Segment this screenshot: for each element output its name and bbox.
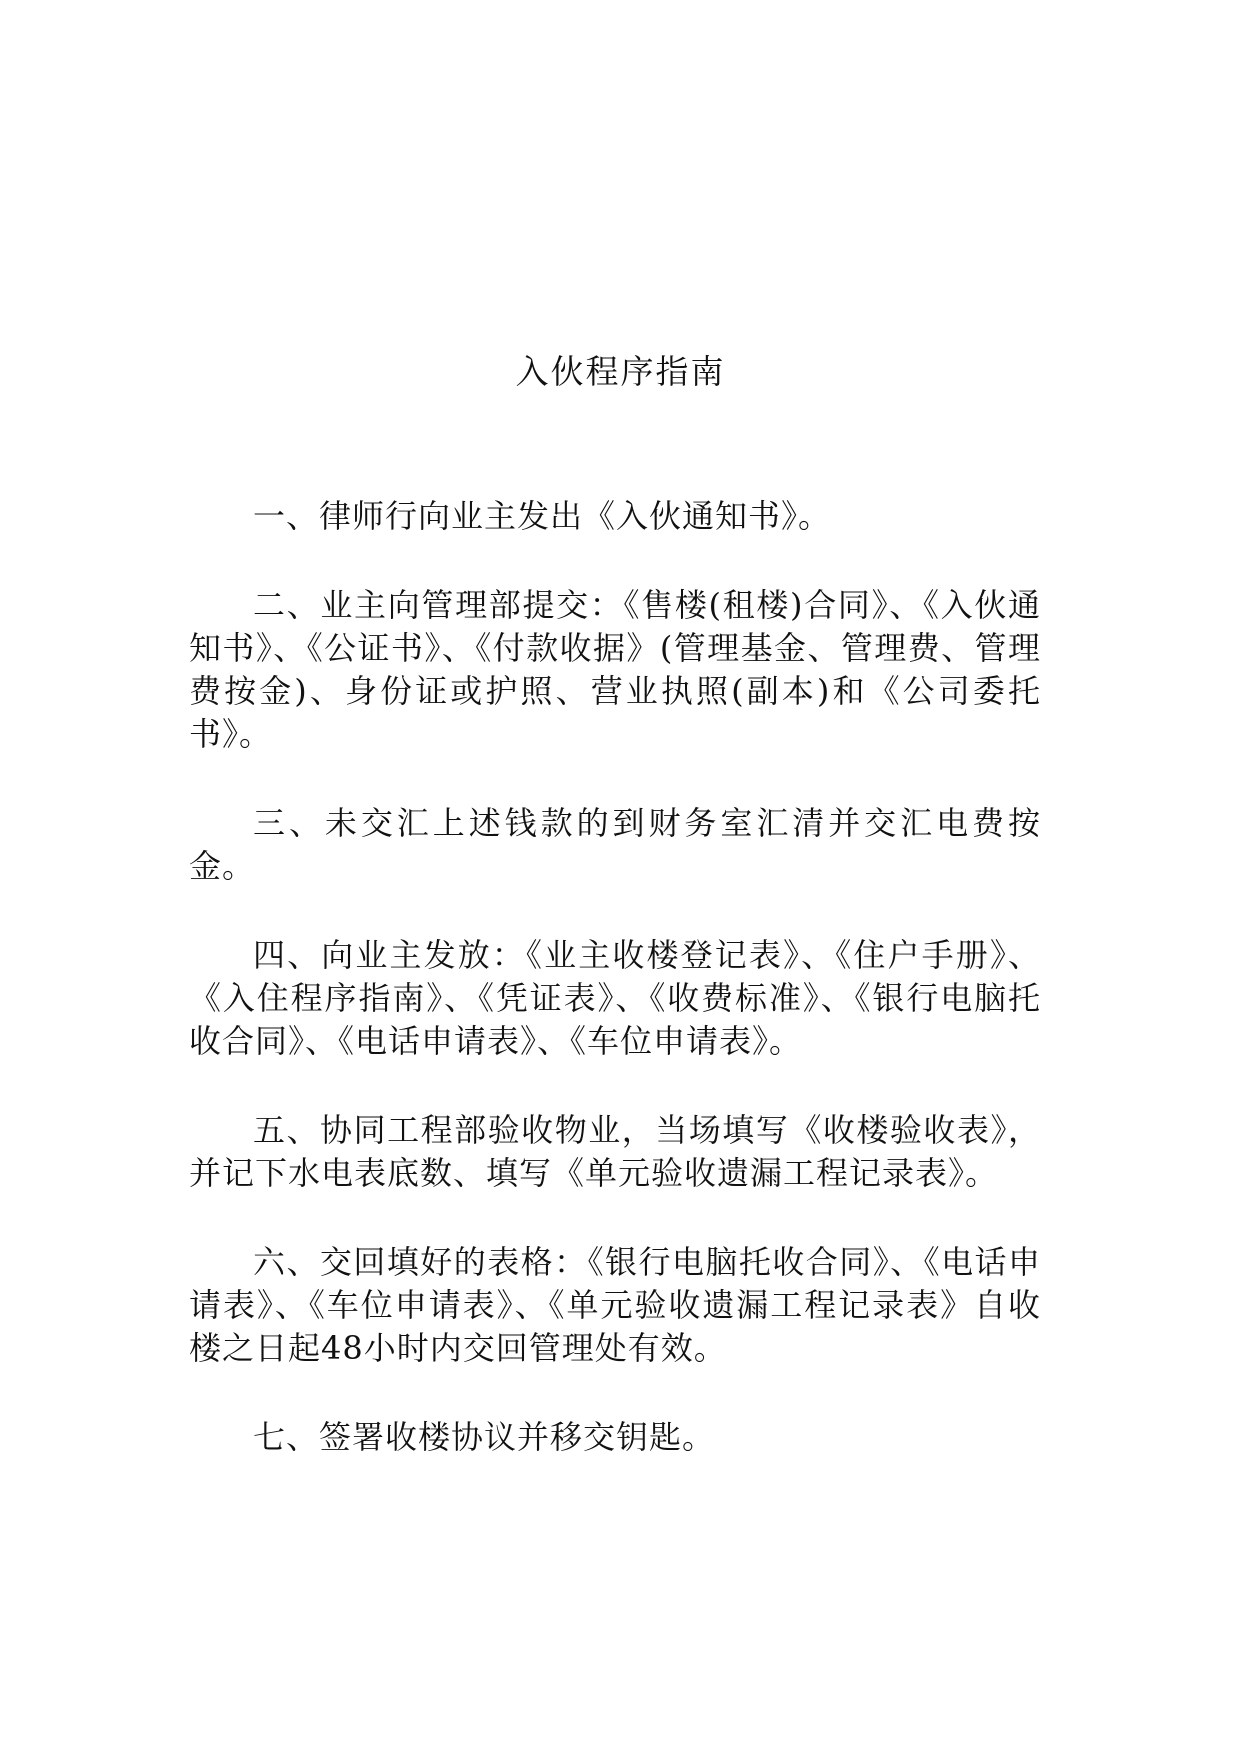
paragraph-step-2: 二、业主向管理部提交：《售楼(租楼)合同》、《入伙通知书》、《公证书》、《付款收据》(管理基金、管理费、管理费按金)、身份证或护照、营业执照(副本)和《公司委托书》。 [189,586,1041,753]
paragraph-step-5: 五、协同工程部验收物业，当场填写《收楼验收表》，并记下水电表底数、填写《单元验收遗漏工程记录表》。 [189,1111,1041,1192]
paragraph-step-1: 一、律师行向业主发出《入伙通知书》。 [253,497,832,535]
paragraph-step-6: 六、交回填好的表格：《银行电脑托收合同》、《电话申请表》、《车位申请表》、《单元验收遗漏工程记录表》自收楼之日起48小时内交回管理处有效。 [189,1243,1041,1367]
paragraph-step-4: 四、向业主发放：《业主收楼登记表》、《住户手册》、《入住程序指南》、《凭证表》、《收费标准》、《银行电脑托收合同》、《电话申请表》、《车位申请表》。 [189,936,1041,1060]
paragraph-step-3: 三、未交汇上述钱款的到财务室汇清并交汇电费按金。 [189,804,1041,885]
document-title: 入伙程序指南 [515,352,726,391]
document-body [189,495,1041,1505]
paragraph-step-7: 七、签署收楼协议并移交钥匙。 [253,1418,716,1456]
